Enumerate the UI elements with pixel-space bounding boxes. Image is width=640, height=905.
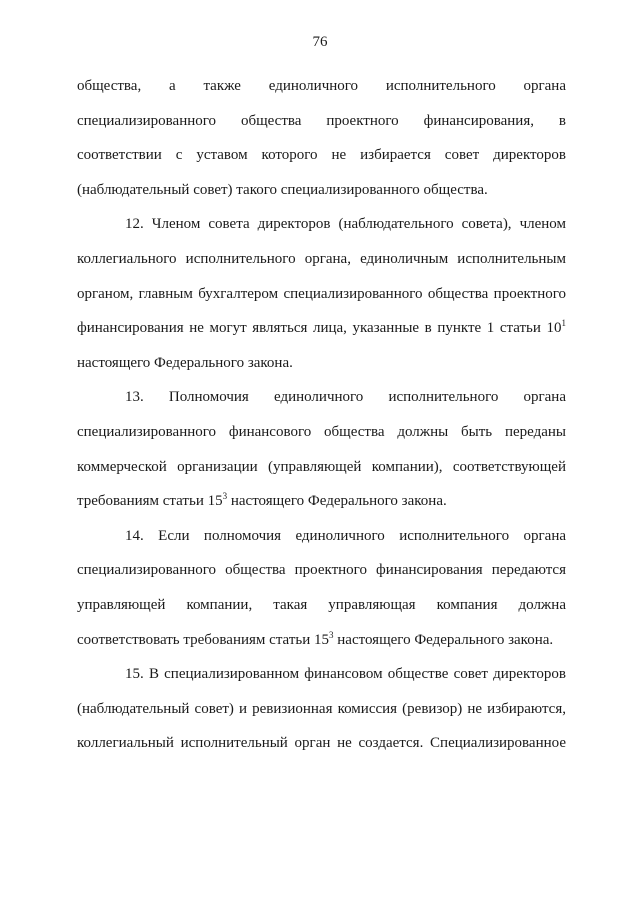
superscript: 1 <box>561 318 566 329</box>
text-line: 12. Членом совета директоров (наблюдательного совета), членом <box>125 216 566 233</box>
superscript: 3 <box>222 491 228 502</box>
text-line: специализированного общества проектного финансирования, в <box>77 112 566 129</box>
text-line: (наблюдательный совет) и ревизионная комиссия (ревизор) не избираются, <box>77 700 566 717</box>
text-line: коммерческой организации (управляющей компании), соответствующей <box>77 458 566 475</box>
page-number: 76 <box>312 34 328 50</box>
paragraph-12 <box>77 207 566 380</box>
line-text: соответствовать требованиям статьи 15 <box>77 631 330 648</box>
paragraph-13 <box>77 380 566 518</box>
text-line: настоящего Федерального закона. <box>77 354 293 371</box>
document-body <box>77 69 566 761</box>
text-line: 14. Если полномочия единоличного исполнительного органа <box>125 527 566 544</box>
text-line: соответствии с уставом которого не избирается совет директоров <box>77 147 566 164</box>
text-line: 15. В специализированном финансовом обществе совет директоров <box>125 666 566 683</box>
paragraph-15 <box>77 657 566 761</box>
text-line: (наблюдательный совет) такого специализированного общества. <box>77 181 488 198</box>
text-line: специализированного финансового общества должны быть переданы <box>77 423 566 440</box>
text-line: коллегиального исполнительного органа, единоличным исполнительным <box>77 250 566 267</box>
text-line: общества, а также единоличного исполнительного органа <box>77 78 566 94</box>
text-line: специализированного общества проектного финансирования передаются <box>77 562 566 579</box>
superscript: 3 <box>329 629 334 640</box>
text-line: 13. Полномочия единоличного исполнительного органа <box>125 389 566 406</box>
paragraph-14 <box>77 519 566 657</box>
line-text: финансирования не могут являться лица, указанные в пункте 1 статьи 10 <box>77 320 562 337</box>
line-text: требованиям статьи 15 <box>77 493 223 510</box>
text-line: органом, главным бухгалтером специализированного общества проектного <box>77 285 566 302</box>
text-line: управляющей компании, такая управляющая компания должна <box>77 596 566 613</box>
line-text: настоящего Федерального закона. <box>227 493 447 510</box>
text-line-with-sup <box>77 484 566 519</box>
line-text: настоящего Федерального закона. <box>333 631 554 648</box>
text-line-with-sup <box>77 623 566 658</box>
text-line: коллегиальный исполнительный орган не создается. Специализированное <box>77 735 566 752</box>
text-line-with-sup <box>77 311 566 346</box>
paragraph-continuation <box>77 69 566 207</box>
